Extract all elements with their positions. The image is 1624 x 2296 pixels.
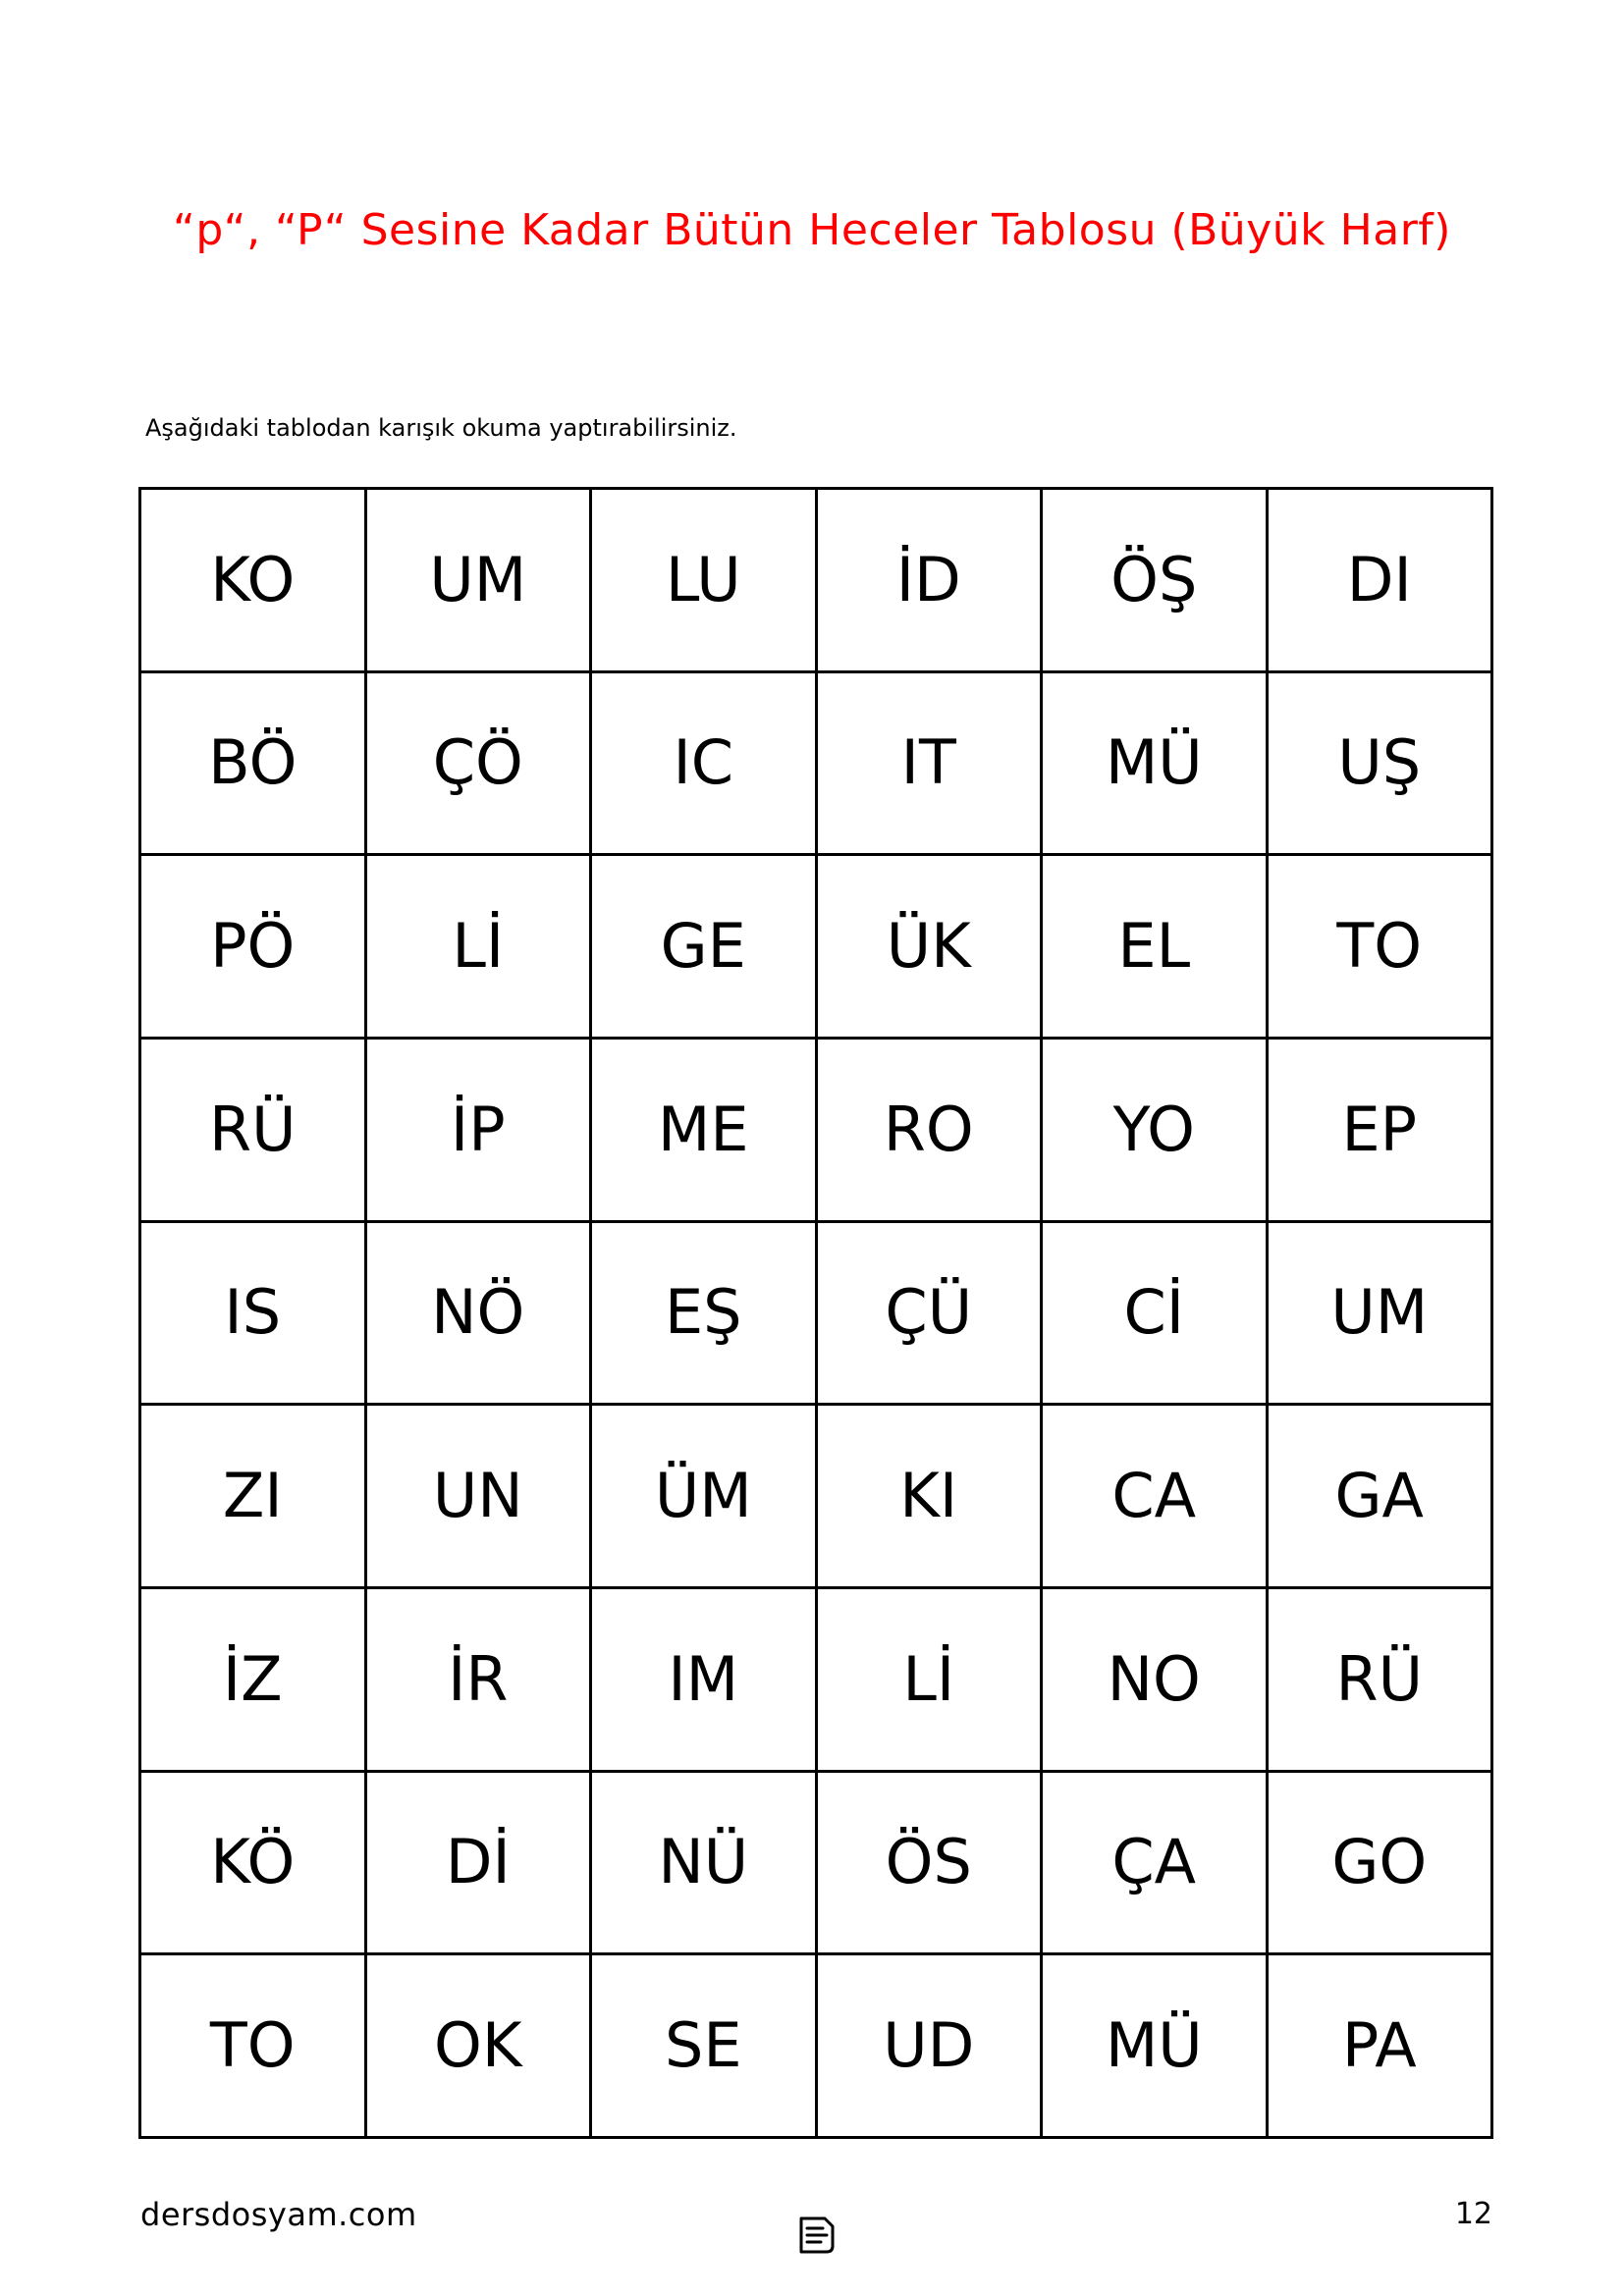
table-cell: BÖ — [141, 673, 367, 857]
table-cell: TO — [1269, 856, 1494, 1040]
table-cell: ME — [592, 1040, 818, 1223]
document-lines-icon — [793, 2213, 839, 2258]
syllable-table — [138, 487, 1493, 2139]
page-number: 12 — [1454, 2197, 1492, 2231]
table-cell: Dİ — [367, 1773, 593, 1956]
table-cell: LU — [592, 490, 818, 673]
table-cell: RO — [818, 1040, 1044, 1223]
table-cell: UD — [818, 1955, 1044, 2139]
table-cell: EP — [1269, 1040, 1494, 1223]
table-cell: ÇÜ — [818, 1223, 1044, 1407]
table-cell: RÜ — [1269, 1589, 1494, 1773]
table-cell: KÖ — [141, 1773, 367, 1956]
table-cell: NÖ — [367, 1223, 593, 1407]
table-cell: RÜ — [141, 1040, 367, 1223]
instruction-text: Aşağıdaki tablodan karışık okuma yaptırabilirsiniz. — [145, 414, 737, 442]
table-cell: MÜ — [1043, 673, 1269, 857]
table-cell: ZI — [141, 1406, 367, 1589]
table-cell: ÇÖ — [367, 673, 593, 857]
table-cell: MÜ — [1043, 1955, 1269, 2139]
table-cell: GE — [592, 856, 818, 1040]
table-cell: GA — [1269, 1406, 1494, 1589]
table-cell: UŞ — [1269, 673, 1494, 857]
table-cell: Cİ — [1043, 1223, 1269, 1407]
table-cell: İD — [818, 490, 1044, 673]
table-cell: ÇA — [1043, 1773, 1269, 1956]
table-cell: İP — [367, 1040, 593, 1223]
page-title: “p“, “P“ Sesine Kadar Bütün Heceler Tablosu (Büyük Harf) — [173, 205, 1451, 255]
table-cell: Lİ — [367, 856, 593, 1040]
table-cell: UM — [1269, 1223, 1494, 1407]
table-cell: IM — [592, 1589, 818, 1773]
table-cell: GO — [1269, 1773, 1494, 1956]
table-cell: TO — [141, 1955, 367, 2139]
table-cell: ÜM — [592, 1406, 818, 1589]
table-cell: OK — [367, 1955, 593, 2139]
table-cell: PÖ — [141, 856, 367, 1040]
table-cell: KO — [141, 490, 367, 673]
table-cell: ÜK — [818, 856, 1044, 1040]
table-cell: IS — [141, 1223, 367, 1407]
table-cell: IT — [818, 673, 1044, 857]
footer-site-name: dersdosyam.com — [140, 2196, 417, 2233]
table-cell: ÖŞ — [1043, 490, 1269, 673]
table-cell: ÖS — [818, 1773, 1044, 1956]
table-cell: CA — [1043, 1406, 1269, 1589]
table-cell: PA — [1269, 1955, 1494, 2139]
table-cell: UM — [367, 490, 593, 673]
table-cell: SE — [592, 1955, 818, 2139]
table-cell: DI — [1269, 490, 1494, 673]
table-cell: UN — [367, 1406, 593, 1589]
table-cell: NÜ — [592, 1773, 818, 1956]
table-cell: İR — [367, 1589, 593, 1773]
table-cell: KI — [818, 1406, 1044, 1589]
table-cell: YO — [1043, 1040, 1269, 1223]
table-cell: IC — [592, 673, 818, 857]
table-cell: Lİ — [818, 1589, 1044, 1773]
table-cell: NO — [1043, 1589, 1269, 1773]
table-cell: EŞ — [592, 1223, 818, 1407]
table-cell: EL — [1043, 856, 1269, 1040]
table-cell: İZ — [141, 1589, 367, 1773]
